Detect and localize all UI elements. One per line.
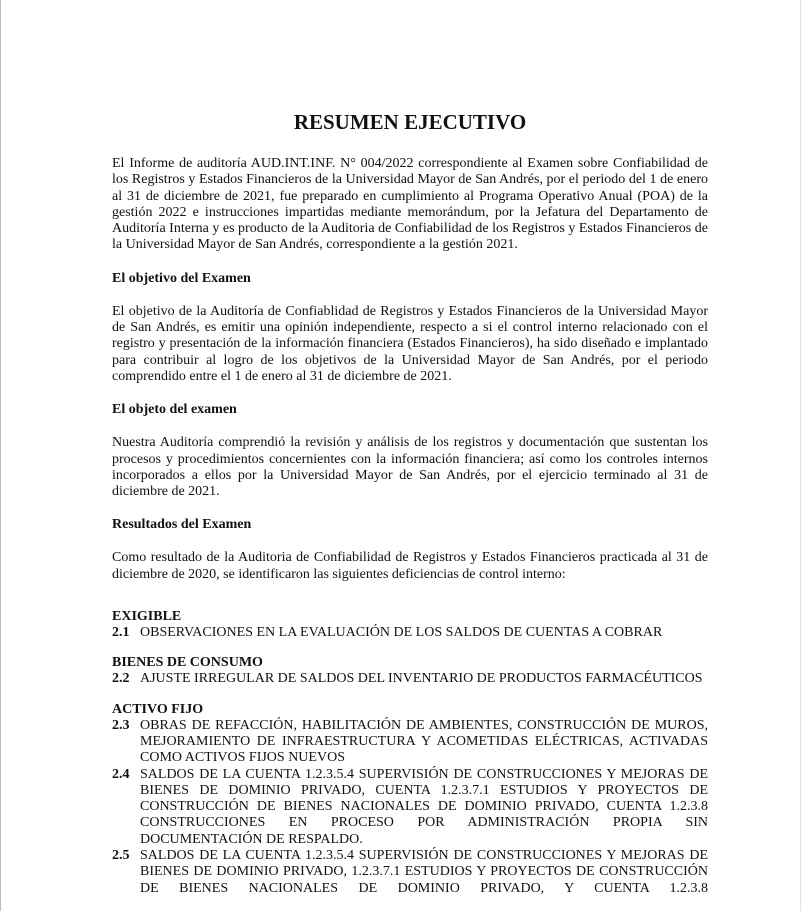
item-number: 2.3: [112, 717, 130, 733]
item-number: 2.1: [112, 625, 130, 641]
list-item: [112, 718, 708, 767]
item-number: 2.5: [112, 848, 130, 864]
item-number: 2.4: [112, 766, 130, 782]
list-item: [112, 671, 708, 687]
page-left-edge: [0, 0, 1, 911]
section-text-resultados: Como resultado de la Auditoria de Confiabilidad de Registros y Estados Financieros practicada al 31 de diciembre de 2020, se identificaron las siguientes deficiencias de control interno:: [112, 550, 708, 582]
item-number: 2.2: [112, 671, 130, 687]
intro-paragraph: El Informe de auditoría AUD.INT.INF. N° 004/2022 correspondiente al Examen sobre Confiabilidad de los Registros y Estados Financieros de la Universidad Mayor de San Andrés, por el periodo del 1 de enero al 31 de diciembre de 2021, fue preparado en cumplimiento al Programa Operativo Anual (POA) de la gestión 2022 e instrucciones impartidas mediante memorándum, por la Jefatura del Departamento de Auditoría Interna y es producto de la Auditoria de Confiabilidad de los Registros y Estados Financieros de la Universidad Mayor de San Andrés, correspondiente a la gestión 2021.: [112, 156, 708, 253]
item-text: OBRAS DE REFACCIÓN, HABILITACIÓN DE AMBIENTES, CONSTRUCCIÓN DE MUROS, MEJORAMIENTO DE INFRAESTRUCTURA Y ACOMETIDAS ELÉCTRICAS, ACTIVADAS COMO ACTIVOS FIJOS NUEVOS: [140, 717, 708, 766]
group-title: BIENES DE CONSUMO: [112, 655, 263, 671]
group-exigible: [112, 609, 708, 641]
group-bienes-de-consumo: [112, 655, 708, 687]
section-heading-resultados: Resultados del Examen: [112, 517, 252, 533]
section-heading-objetivo: El objetivo del Examen: [112, 270, 251, 286]
item-text: SALDOS DE LA CUENTA 1.2.3.5.4 SUPERVISIÓN DE CONSTRUCCIONES Y MEJORAS DE BIENES DE DOMINIO PRIVADO, CUENTA 1.2.3.7.1 ESTUDIOS Y PROYECTOS DE CONSTRUCCIÓN DE BIENES NACIONALES DE DOMINIO PRIVADO, CUENTA 1.2.3.8 CONSTRUCCIONES EN PROCESO POR ADMINISTRACIÓN PROPIA SIN DOCUMENTACIÓN DE RESPALDO.: [140, 766, 708, 847]
item-text: OBSERVACIONES EN LA EVALUACIÓN DE LOS SALDOS DE CUENTAS A COBRAR: [140, 625, 663, 641]
item-text: AJUSTE IRREGULAR DE SALDOS DEL INVENTARIO DE PRODUCTOS FARMACÉUTICOS: [140, 671, 703, 687]
document-page: [112, 108, 708, 911]
section-heading-objeto: El objeto del examen: [112, 402, 237, 418]
page-title: RESUMEN EJECUTIVO: [293, 110, 527, 134]
list-item: [112, 625, 708, 641]
section-text-objetivo: El objetivo de la Auditoría de Confiablidad de Registros y Estados Financieros de la Universidad Mayor de San Andrés, es emitir una opinión independiente, respecto a si el control interno relacionado con el registro y presentación de la información financiera (Estados Financieros), ha sido diseñado e implantado para contribuir al logro de los objetivos de la Universidad Mayor de San Andrés, por el periodo comprendido entre el 1 de enero al 31 de diciembre de 2021.: [112, 303, 708, 384]
item-text: SALDOS DE LA CUENTA 1.2.3.5.4 SUPERVISIÓN DE CONSTRUCCIONES Y MEJORAS DE BIENES DE DOMINIO PRIVADO, 1.2.3.7.1 ESTUDIOS Y PROYECTOS DE CONSTRUCCIÓN DE BIENES NACIONALES DE DOMINIO PRIVADO, Y CUENTA 1.2.3.8: [140, 848, 708, 896]
group-title: ACTIVO FIJO: [112, 701, 204, 717]
list-item: [112, 848, 708, 897]
group-activo-fijo: [112, 702, 708, 897]
section-text-objeto: Nuestra Auditoría comprendió la revisión y análisis de los registros y documentación que sustentan los procesos y procedimientos concernientes con la información financiera; así como los controles internos incorporados a ellos por la Universidad Mayor de San Andrés, por el ejercicio terminado al 31 de diciembre de 2021.: [112, 435, 708, 500]
list-item: [112, 767, 708, 848]
group-title: EXIGIBLE: [112, 609, 182, 625]
